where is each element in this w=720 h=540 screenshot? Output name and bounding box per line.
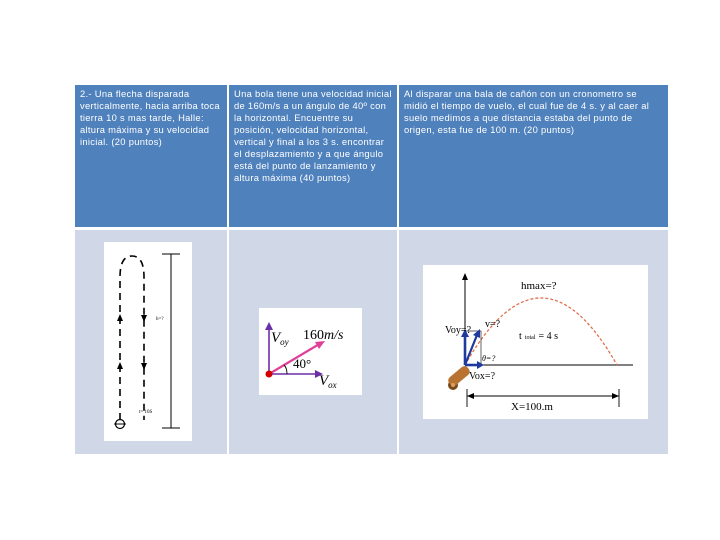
time-label: t= 10S: [139, 410, 153, 415]
problems-table: [75, 85, 668, 454]
vox-label: Vox=?: [469, 371, 496, 382]
figure-2-cell: [229, 230, 397, 454]
problem-3-text: Al disparar una bala de cañón con un cronometro se midió el tiempo de vuelo, el cual fue de 4 s. y al caer al suelo medimos a que distancia estaba del punto de origen, esta fue de 100 m. (20 puntos): [404, 88, 650, 135]
theta-label: θ=?: [482, 354, 496, 363]
vertical-flight-diagram: [104, 242, 192, 441]
distance-label: X=100.m: [511, 401, 553, 413]
cannon-icon: [447, 364, 472, 387]
figure-3-cell: [399, 230, 668, 454]
problem-3-cell: [399, 85, 668, 227]
hmax-label: hmax=?: [521, 280, 557, 292]
projectile-diagram: [423, 265, 648, 419]
vertical-arrow-figure: [104, 242, 192, 441]
velocity-vector-diagram: [259, 308, 362, 395]
figure-1-cell: [75, 230, 227, 454]
total-time-label: ttotal = 4 s: [519, 331, 558, 342]
angle-label: 40°: [293, 356, 312, 371]
velocity-components-figure: [259, 308, 362, 395]
problem-2-cell: [229, 85, 397, 227]
cannon-projectile-figure: [423, 265, 648, 419]
speed-label: 160m/s: [303, 328, 344, 343]
problem-1-text: 2.- Una flecha disparada verticalmente, hacia arriba toca tierra 10 s mas tarde, Halle: altura máxima y su velocidad inicial. (20 puntos): [80, 88, 220, 147]
problem-1-cell: [75, 85, 227, 227]
vox-label: $V_{ox}$: [319, 373, 337, 390]
voy-label: $V_{oy}$: [271, 330, 289, 347]
height-label: h=?: [156, 317, 164, 322]
voy-label: Voy=?: [445, 325, 472, 336]
v-label: v=?: [485, 319, 501, 330]
problem-2-text: Una bola tiene una velocidad inicial de 160m/s a un ángulo de 40º con la horizontal. Encuentre su posición, velocidad horizontal, vertical y final a los 3 s. encontrar el desplazamiento y a que ángulo está del punto de lanzamiento y altura máxima (40 puntos): [234, 88, 392, 183]
